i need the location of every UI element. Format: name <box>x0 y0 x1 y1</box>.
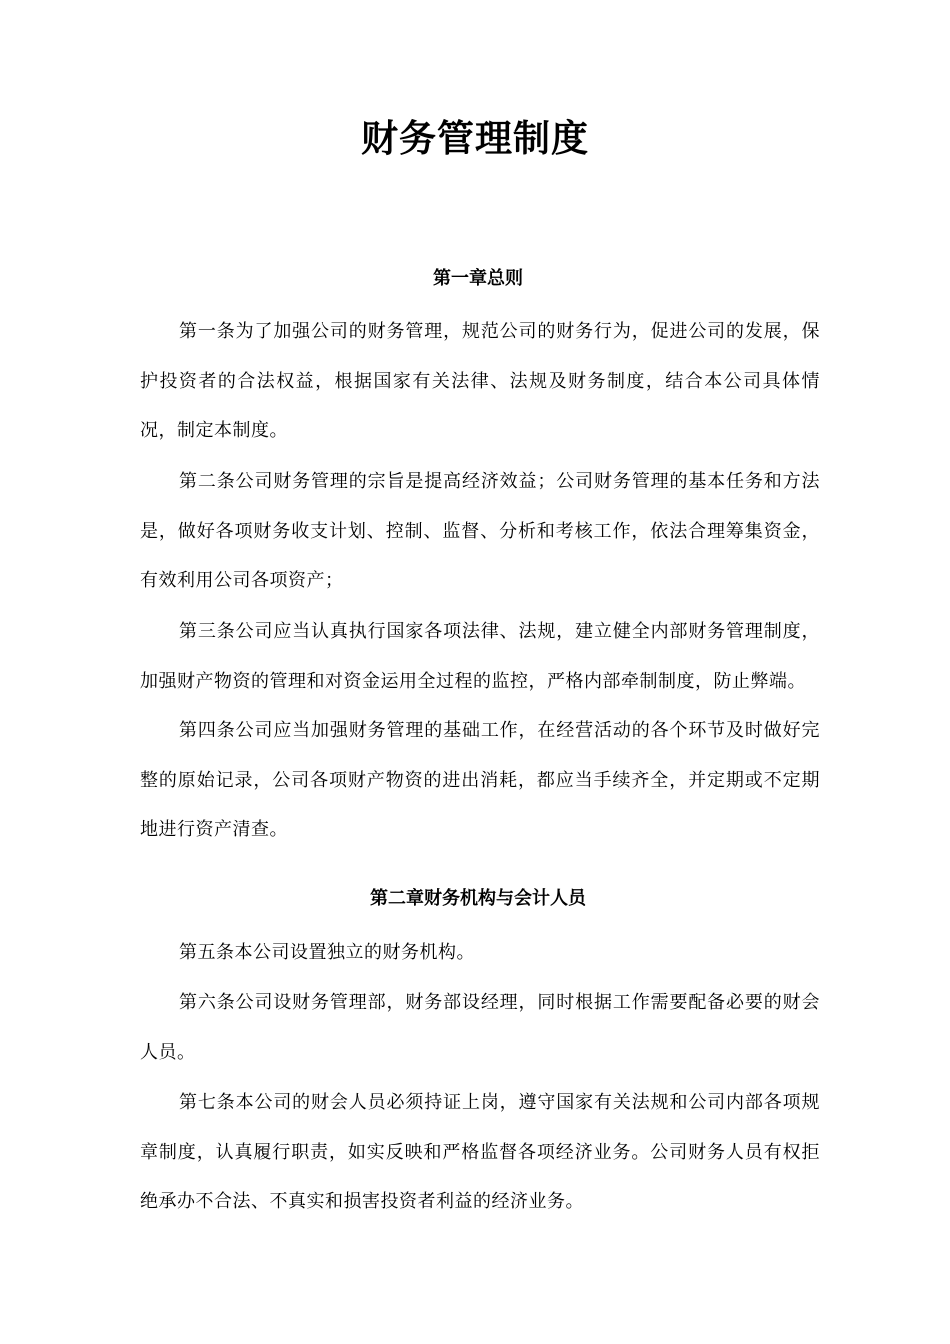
chapter-heading: 第二章财务机构与会计人员 <box>370 888 586 909</box>
article-paragraph: 第七条本公司的财会人员必须持证上岗，遵守国家有关法规和公司内部各项规章制度，认真履行职责，如实反映和严格监督各项经济业务。公司财务人员有权拒绝承办不合法、不真实和损害投资者利益的经济业务。 <box>140 1092 820 1212</box>
article-paragraph: 第二条公司财务管理的宗旨是提高经济效益；公司财务管理的基本任务和方法是，做好各项财务收支计划、控制、监督、分析和考核工作，依法合理筹集资金，有效利用公司各项资产； <box>140 471 820 591</box>
article-paragraph: 第五条本公司设置独立的财务机构。 <box>179 942 475 963</box>
article-paragraph: 第三条公司应当认真执行国家各项法律、法规，建立健全内部财务管理制度，加强财产物资的管理和对资金运用全过程的监控，严格内部牵制制度，防止弊端。 <box>140 621 820 692</box>
article-paragraph: 第一条为了加强公司的财务管理，规范公司的财务行为，促进公司的发展，保护投资者的合法权益，根据国家有关法律、法规及财务制度，结合本公司具体情况，制定本制度。 <box>140 321 820 441</box>
article-paragraph: 第六条公司设财务管理部，财务部设经理，同时根据工作需要配备必要的财会人员。 <box>140 992 820 1063</box>
chapter-heading: 第一章总则 <box>433 268 523 289</box>
document-title: 财务管理制度 <box>361 117 589 160</box>
article-paragraph: 第四条公司应当加强财务管理的基础工作，在经营活动的各个环节及时做好完整的原始记录，公司各项财产物资的进出消耗，都应当手续齐全，并定期或不定期地进行资产清查。 <box>140 720 820 840</box>
